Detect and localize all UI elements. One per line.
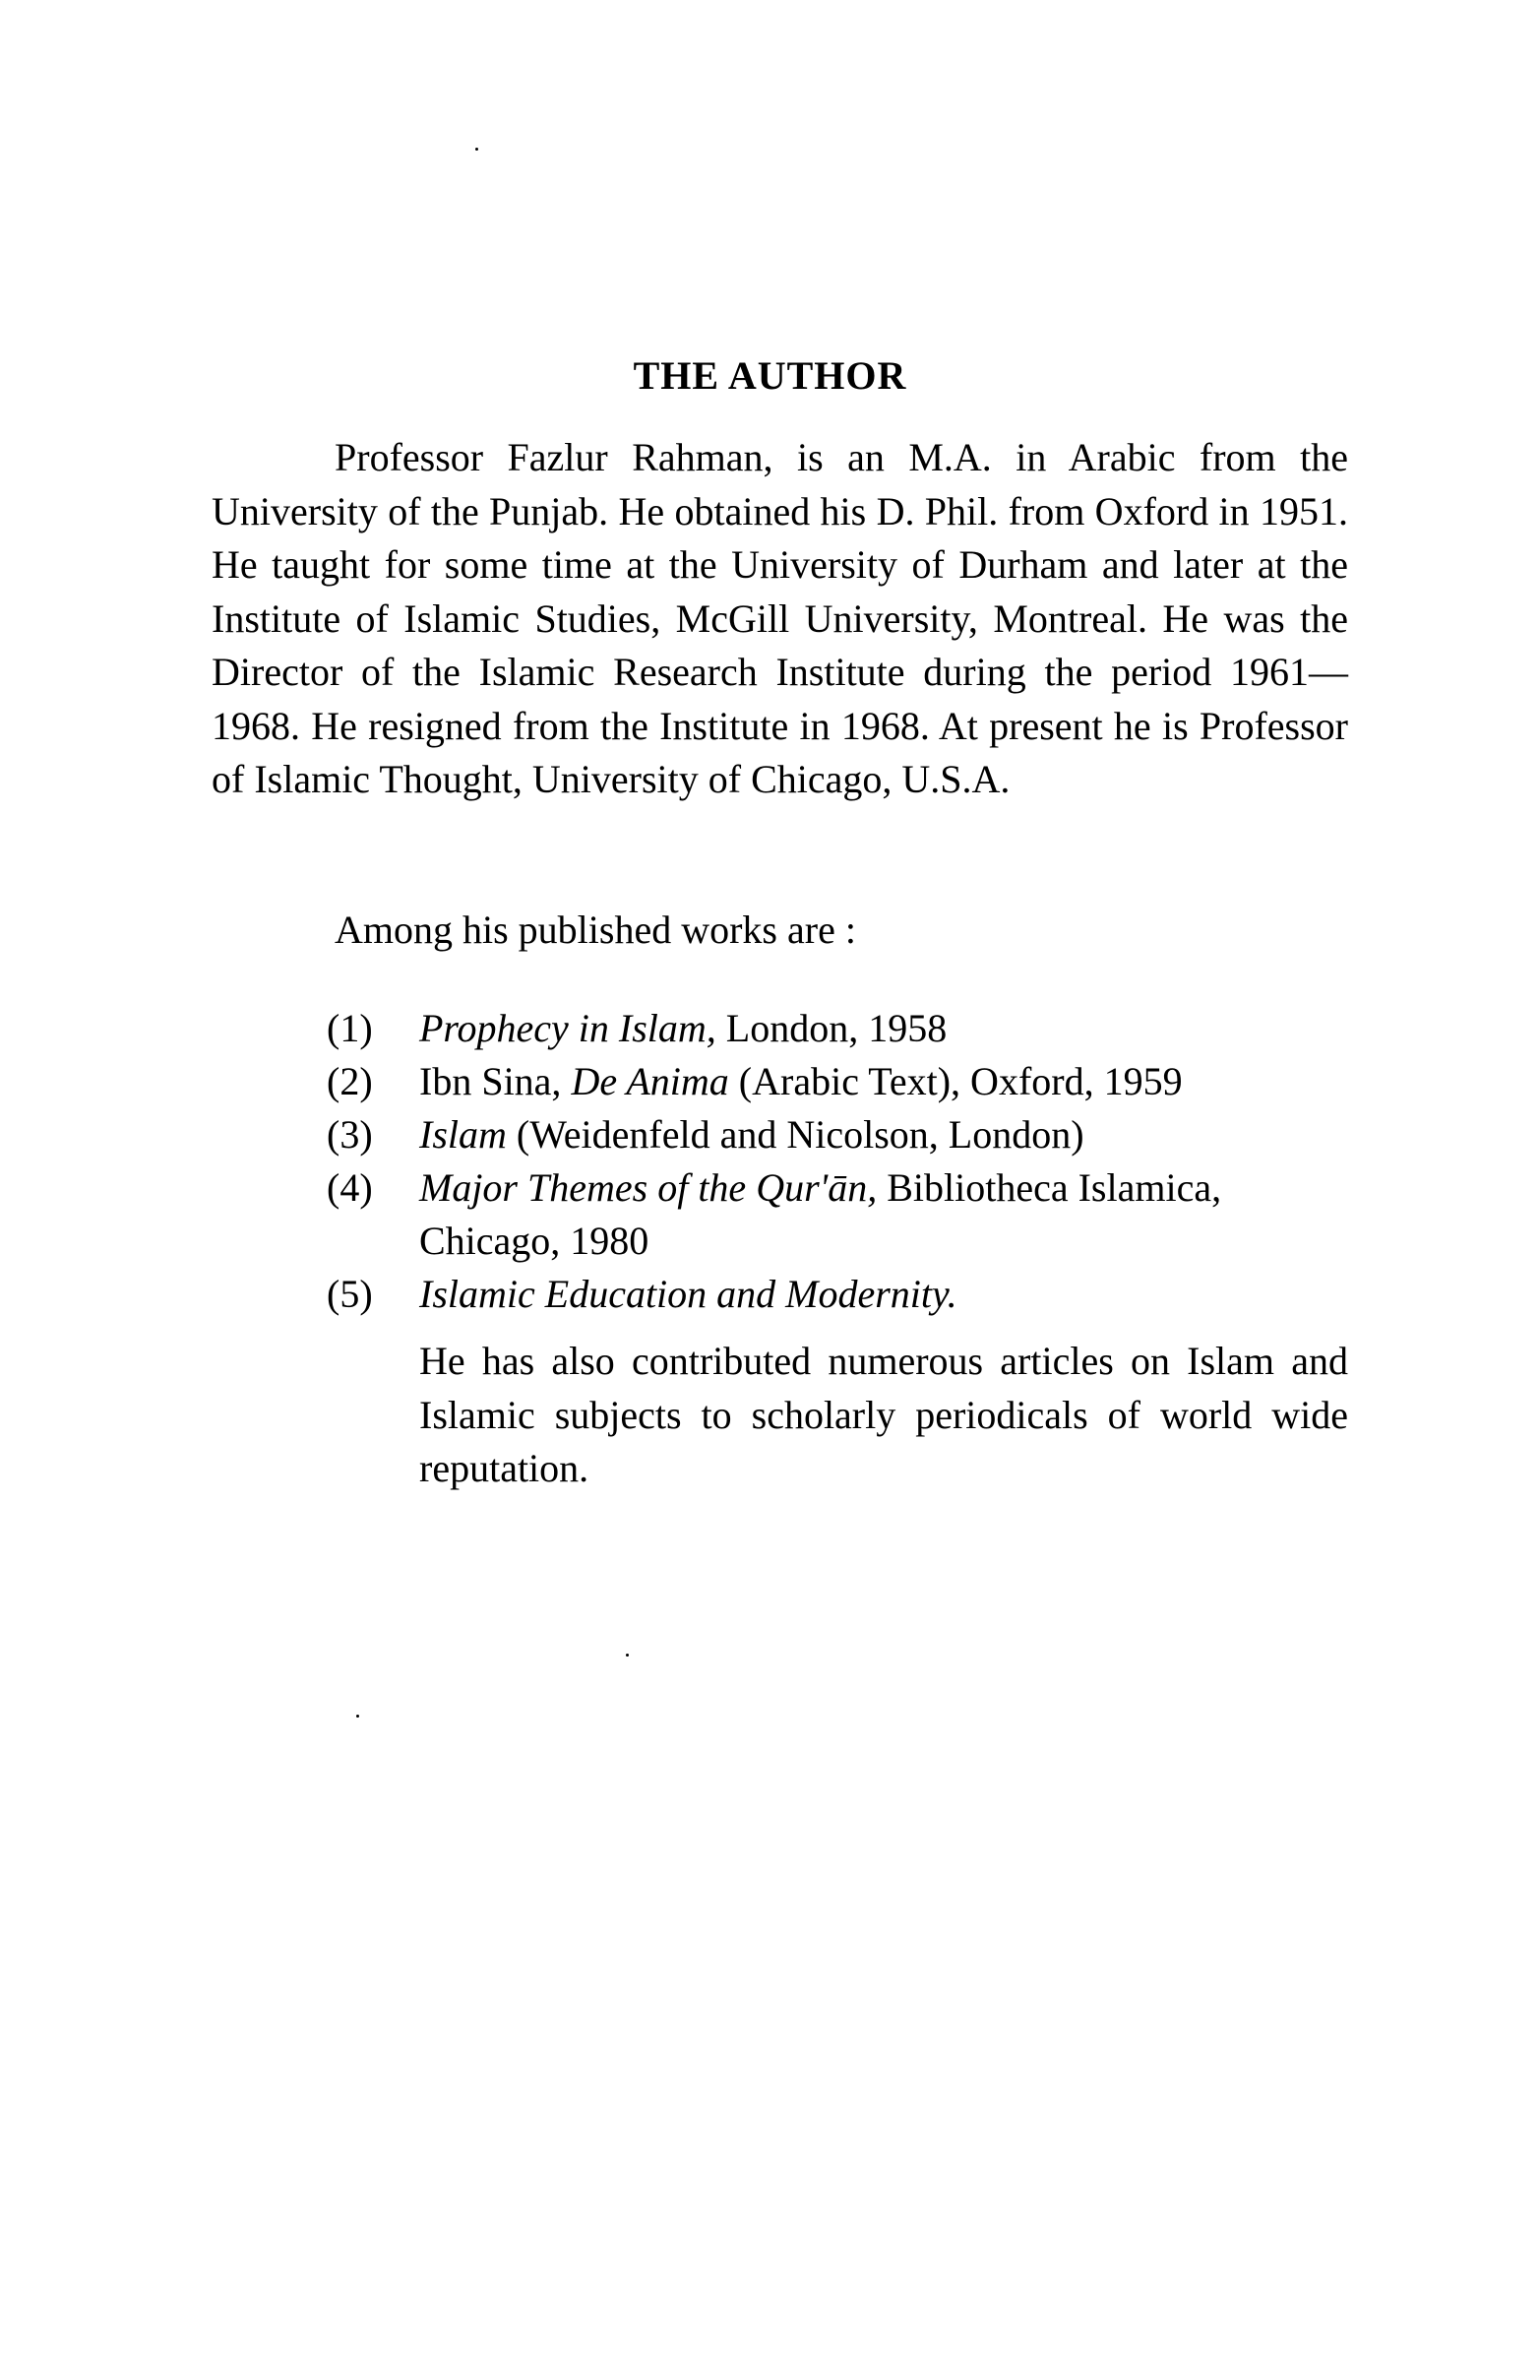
section-heading: THE AUTHOR: [633, 353, 907, 398]
work-title: Major Themes of the Qur'ān,: [419, 1165, 878, 1210]
work-citation: [419, 1161, 1350, 1268]
work-item: [327, 1161, 1350, 1268]
work-item: [327, 1055, 1350, 1108]
work-number: (5): [327, 1272, 373, 1316]
work-prefix: Ibn Sina,: [419, 1059, 572, 1103]
work-number: (3): [327, 1112, 373, 1157]
work-details: London, 1958: [715, 1006, 948, 1050]
work-citation: [419, 1055, 1350, 1108]
work-citation: [419, 1108, 1350, 1161]
scan-speck: [475, 148, 478, 151]
work-number: (4): [327, 1165, 373, 1210]
works-list: [327, 1002, 1350, 1321]
work-title: Islamic Education and Modernity.: [419, 1272, 957, 1316]
work-item: [327, 1108, 1350, 1161]
work-details: Bibliotheca Islamica, Chicago, 1980: [419, 1165, 1222, 1263]
work-title: Islam: [419, 1112, 507, 1157]
work-number: (1): [327, 1006, 373, 1050]
work-citation: [419, 1268, 1350, 1321]
scan-speck: [626, 1654, 629, 1657]
scan-speck: [356, 1715, 359, 1718]
work-item: [327, 1002, 1350, 1055]
work-title: De Anima: [571, 1059, 729, 1103]
author-biography: Professor Fazlur Rahman, is an M.A. in Arabic from the University of the Punjab. He obtained his D. Phil. from Oxford in 1951. He taught for some time at the University of Durham and later at the Institute of Islamic Studies, McGill University, Montreal. He was the Director of the Islamic Research Institute during the period 1961—1968. He resigned from the Institute in 1968. At present he is Professor of Islamic Thought, University of Chicago, U.S.A.: [212, 435, 1348, 801]
work-citation: [419, 1002, 1350, 1055]
work-number: (2): [327, 1059, 373, 1103]
work-details: (Weidenfeld and Nicolson, London): [506, 1112, 1084, 1157]
work-item: [327, 1268, 1350, 1321]
works-intro: Among his published works are :: [335, 908, 856, 952]
closing-paragraph: He has also contributed numerous articles on Islam and Islamic subjects to scholarly periodicals of world wide reputation.: [419, 1339, 1348, 1490]
work-title: Prophecy in Islam,: [419, 1006, 716, 1050]
work-details: (Arabic Text), Oxford, 1959: [728, 1059, 1183, 1103]
